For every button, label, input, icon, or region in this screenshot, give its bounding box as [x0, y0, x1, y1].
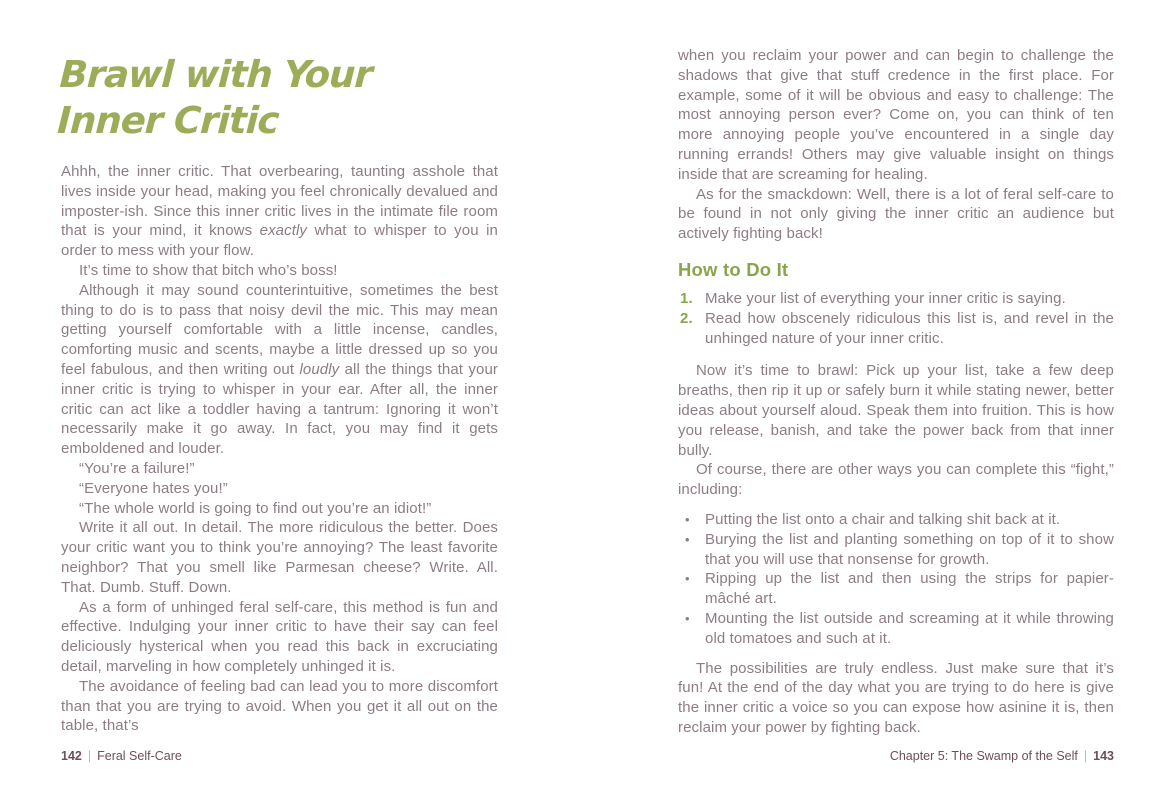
bullet-item: • Putting the list onto a chair and talking shit back at it.: [678, 510, 1114, 530]
paragraph: Of course, there are other ways you can complete this “fight,” including:: [678, 461, 1114, 499]
paragraph: “Everyone hates you!”: [79, 479, 228, 497]
right-page-footer: [890, 748, 1114, 764]
paragraph: “The whole world is going to find out you’re an idiot!”: [79, 499, 432, 517]
right-page-body-mid: [678, 361, 1114, 500]
paragraph: As a form of unhinged feral self-care, this method is fun and effective. Indulging your inner critic to have their say can feel deliciously hysterical when you read this back in excruciating detail, marveling in how completely unhinged it is.: [61, 598, 498, 675]
right-page-number: 143: [1093, 749, 1114, 763]
chapter-title-line1: Brawl with Your: [58, 53, 373, 96]
right-page-body-closing: [678, 659, 1114, 738]
bullet-item: • Ripping up the list and then using the strips for papier-mâché art.: [678, 569, 1114, 609]
paragraph: Although it may sound counterintuitive, sometimes the best thing to do is to pass that noisy devil the mic. This may mean getting yourself comfortable with a little incense, candles, comforting music and scents, maybe a little dressed up so you feel fabulous, and then writing out loudly all the things that your inner critic is trying to whisper in your ear. After all, the inner critic can act like a toddler having a tantrum: Ignoring it won’t necessarily make it go away. In fact, you may find it gets emboldened and louder.: [61, 281, 498, 458]
left-page-footer: [61, 748, 182, 764]
paragraph: Ahhh, the inner critic. That overbearing, taunting asshole that lives inside your head, making you feel chronically devalued and imposter-ish. Since this inner critic lives in the intimate file room that is your mind, it knows exactly what to whisper to you in order to mess with your flow.: [61, 163, 498, 260]
right-page: [678, 0, 1114, 738]
numbered-step: Read how obscenely ridiculous this list is, and revel in the unhinged nature of your inner critic.: [705, 309, 1114, 347]
chapter-title: [56, 52, 498, 144]
paragraph: when you reclaim your power and can begin to challenge the shadows that give that stuff credence in the first place. For example, some of it will be obvious and easy to challenge: The most annoying person ever? Come on, you can think of ten more annoying people you’ve encountered in a single day running errands! Others may give valuable insight on things inside that are screaming for healing.: [678, 47, 1114, 183]
paragraph: The avoidance of feeling bad can lead you to more discomfort than that you are trying to avoid. When you get it all out on the table, that’s: [61, 677, 498, 735]
paragraph: “You’re a failure!”: [79, 459, 195, 477]
fight-options-list: [678, 510, 1114, 649]
bullet-item: • Burying the list and planting something on top of it to show that you will use that nonsense for growth.: [678, 530, 1114, 570]
footer-separator: |: [1083, 749, 1088, 763]
book-title-footer: Feral Self-Care: [97, 749, 182, 763]
spacer: [678, 348, 1114, 361]
paragraph: Now it’s time to brawl: Pick up your list, take a few deep breaths, then rip it up or safely burn it while stating newer, better ideas about yourself aloud. Speak them into fruition. This is how you release, banish, and take the power back from that inner bully.: [678, 362, 1114, 459]
left-page-body: [61, 162, 498, 736]
right-page-body-top: [678, 46, 1114, 244]
paragraph: The possibilities are truly endless. Just make sure that it’s fun! At the end of the day what you are trying to do here is give the inner critic a voice so you can expose how asinine it is, then reclaim your power by fighting back.: [678, 659, 1114, 736]
chapter-title-line2: Inner Critic: [56, 99, 280, 142]
paragraph: As for the smackdown: Well, there is a lot of feral self-care to be found in not only giving the inner critic an audience but actively fighting back!: [678, 185, 1114, 243]
numbered-step: Make your list of everything your inner critic is saying.: [705, 289, 1066, 307]
left-page: [56, 0, 498, 736]
footer-separator: |: [87, 749, 92, 763]
paragraph: It’s time to show that bitch who’s boss!: [79, 261, 338, 279]
paragraph: Write it all out. In detail. The more ridiculous the better. Does your critic want you to think you’re annoying? The least favorite neighbor? That you smell like Parmesan cheese? Write. All. That. Dumb. Stuff. Down.: [61, 519, 498, 596]
bullet-item: • Mounting the list outside and screaming at it while throwing old tomatoes and such at it.: [678, 609, 1114, 649]
chapter-label-footer: Chapter 5: The Swamp of the Self: [889, 749, 1078, 763]
left-page-number: 142: [61, 749, 82, 763]
how-to-do-it-heading: How to Do It: [678, 258, 789, 280]
numbered-steps-list: [678, 289, 1114, 348]
